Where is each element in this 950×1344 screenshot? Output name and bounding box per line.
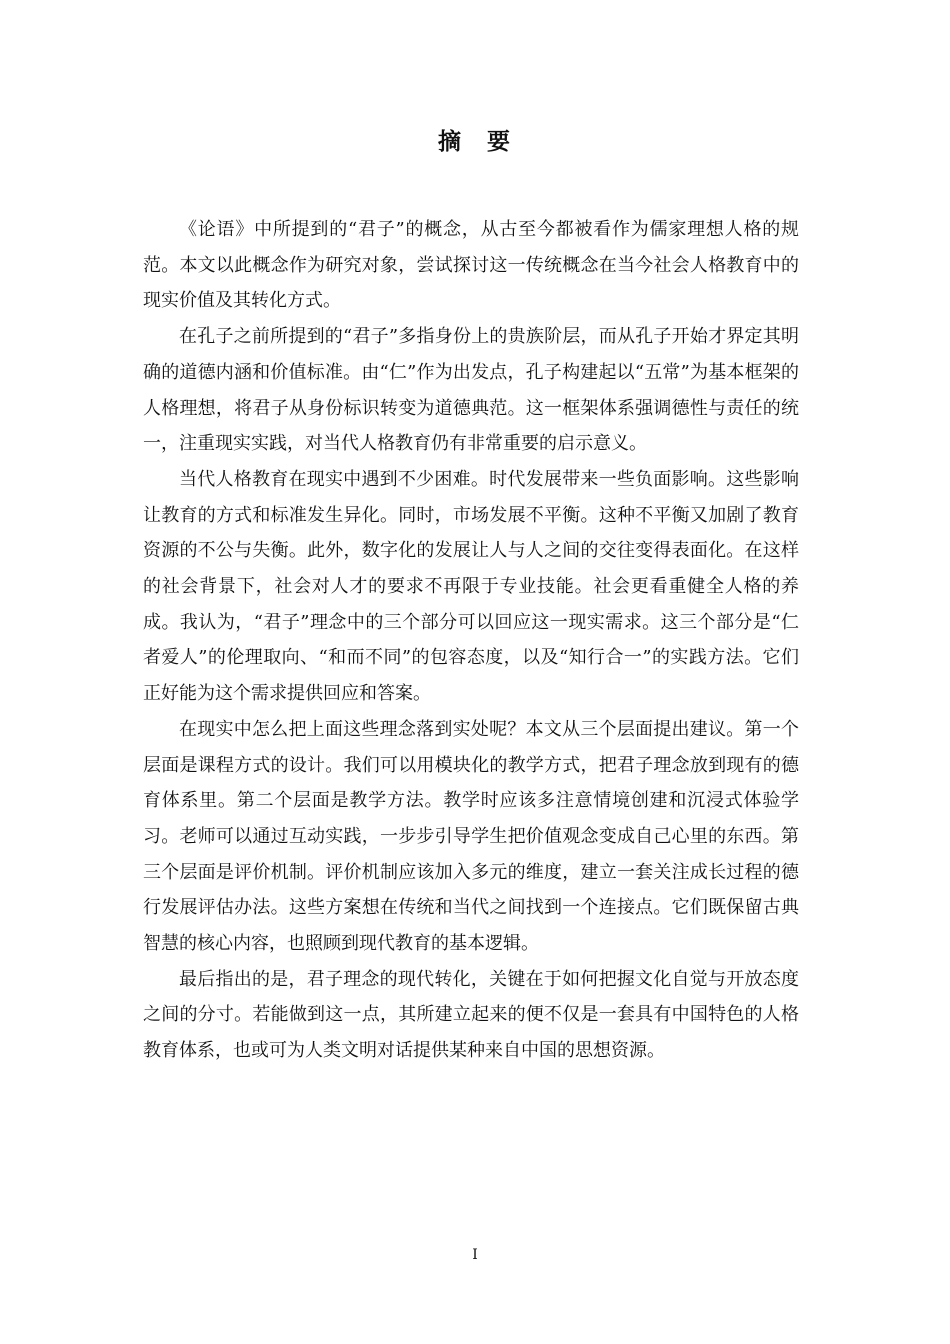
title-part-2: 要	[487, 128, 512, 155]
title-part-1: 摘	[438, 128, 463, 155]
abstract-paragraph-1: 《论语》中所提到的“君子”的概念，从古至今都被看作为儒家理想人格的规范。本文以此概念作为研究对象，尝试探讨这一传统概念在当今社会人格教育中的现实价值及其转化方式。	[143, 219, 799, 312]
abstract-paragraph-3: 当代人格教育在现实中遇到不少困难。时代发展带来一些负面影响。这些影响让教育的方式和标准发生异化。同时，市场发展不平衡。这种不平衡又加剧了教育资源的不公与失衡。此外，数字化的发展让人与人之间的交往变得表面化。在这样的社会背景下，社会对人才的要求不再限于专业技能。社会更看重健全人格的养成。我认为，“君子”理念中的三个部分可以回应这一现实需求。这三个部分是“仁者爱人”的伦理取向、“和而不同”的包容态度，以及“知行合一”的实践方法。它们正好能为这个需求提供回应和答案。	[143, 468, 799, 705]
abstract-paragraph-4: 在现实中怎么把上面这些理念落到实处呢？本文从三个层面提出建议。第一个层面是课程方式的设计。我们可以用模块化的教学方式，把君子理念放到现有的德育体系里。第二个层面是教学方法。教学时应该多注意情境创建和沉浸式体验学习。老师可以通过互动实践，一步步引导学生把价值观念变成自己心里的东西。第三个层面是评价机制。评价机制应该加入多元的维度，建立一套关注成长过程的德行发展评估办法。这些方案想在传统和当代之间找到一个连接点。它们既保留古典智慧的核心内容，也照顾到现代教育的基本逻辑。	[143, 718, 799, 955]
abstract-paragraph-2: 在孔子之前所提到的“君子”多指身份上的贵族阶层，而从孔子开始才界定其明确的道德内涵和价值标准。由“仁”作为出发点，孔子构建起以“五常”为基本框架的人格理想，将君子从身份标识转变为道德典范。这一框架体系强调德性与责任的统一，注重现实实践，对当代人格教育仍有非常重要的启示意义。	[143, 326, 799, 455]
page-number: I	[472, 1247, 478, 1263]
page-title	[0, 124, 950, 160]
abstract-paragraph-5: 最后指出的是，君子理念的现代转化，关键在于如何把握文化自觉与开放态度之间的分寸。若能做到这一点，其所建立起来的便不仅是一套具有中国特色的人格教育体系，也或可为人类文明对话提供某种来自中国的思想资源。	[143, 968, 799, 1062]
abstract-body	[143, 212, 799, 1069]
